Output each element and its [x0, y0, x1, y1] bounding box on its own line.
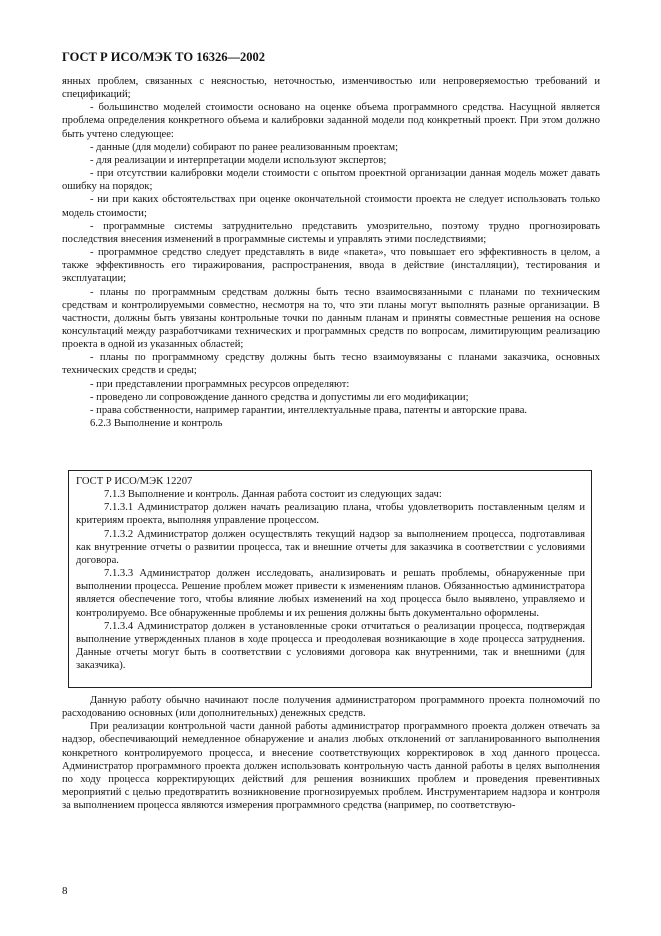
list-item: - большинство моделей стоимости основано на оценке объема программного средства. Насущной является проблема определения конкретного объема и калибровки заданной модели под конкретный проект. При этом должно быть учтено следующее: [62, 102, 600, 140]
paragraph: янных проблем, связанных с неясностью, неточностью, изменчивостью или непроверяемостью требований и спецификаций; [62, 76, 600, 101]
excerpt-standard-title: ГОСТ Р ИСО/МЭК 12207 [76, 476, 193, 487]
page-number: 8 [62, 885, 68, 897]
standard-excerpt-box [68, 470, 592, 688]
list-item: - при представлении программных ресурсов определяют: [90, 378, 350, 390]
list-item: - данные (для модели) собирают по ранее реализованным проектам; [90, 141, 399, 153]
body-text-after-box [62, 694, 600, 812]
excerpt-paragraph: 7.1.3 Выполнение и контроль. Данная работа состоит из следующих задач: [104, 489, 442, 501]
section-heading: 6.2.3 Выполнение и контроль [90, 418, 223, 430]
paragraph: При реализации контрольной части данной работы администратор программного проекта должен отвечать за надзор, обеспечивающий немедленное обнаружение и анализ любых отклонений от запланированного выполнения конкретного контролируемого процесса, и внесение соответствующих корректировок в ход данного процесса. Администратор программного проекта должен использовать контрольную часть данной работы в целях выполнения по ходу процесса корректирующих действий для решения возникших проблем и проведения превентивных мероприятий с целью предотвратить возникновение прогнозируемых проблем. Инструментарием надзора и контроля за выполнением процесса являются измерения программного средства (например, по соответствую- [62, 721, 600, 812]
page-header: ГОСТ Р ИСО/МЭК ТО 16326—2002 [62, 50, 265, 64]
list-item: - проведено ли сопровождение данного средства и допустимы ли его модификации; [90, 391, 469, 403]
list-item: - при отсутствии калибровки модели стоимости с опытом проектной организации данная модель может давать ошибку на порядок; [62, 168, 600, 193]
excerpt-paragraph: 7.1.3.3 Администратор должен исследовать, анализировать и решать проблемы, обнаруженные при выполнении процесса. Решение проблем может привести к изменениям планов. Обязанностью администратора является обеспечение того, чтобы влияние любых изменений на ход процесса было выявлено, управляемо и контролируемо. Все обнаруженные проблемы и их решения должны быть документально оформлены. [76, 568, 585, 619]
excerpt-paragraph: 7.1.3.2 Администратор должен осуществлять текущий надзор за выполнением процесса, подготавливая как внутренние отчеты о развитии процесса, так и внешние отчеты для заказчика в соответствии с условиями договора. [76, 528, 585, 566]
excerpt-paragraph: 7.1.3.4 Администратор должен в установленные сроки отчитаться о реализации процесса, подтверждая выполнение утвержденных планов в ходе процесса и преодолевая возникающие в ходе процесса затруднения. Данные отчеты могут быть в соответствии с условиями договора как внутренними, так и внешними (для заказчика). [76, 620, 585, 672]
list-item: - ни при каких обстоятельствах при оценке окончательной стоимости проекта не следует использовать только модель стоимости; [62, 194, 600, 219]
list-item: - права собственности, например гарантии, интеллектуальные права, патенты и авторские права. [90, 404, 528, 416]
list-item: - планы по программным средствам должны быть тесно взаимосвязанными с планами по техническим средствам и контролируемыми совместно, несмотря на то, что эти планы могут выполнять разные организации. В частности, должны быть увязаны контрольные точки по данным планам и приняты совместные решения на основе консультаций между разработчиками технических и программных средств по вопросам, лимитирующим реализацию проекта в одной из указанных областей; [62, 286, 600, 351]
excerpt-paragraph: 7.1.3.1 Администратор должен начать реализацию плана, чтобы удовлетворить поставленным целям и критериям проекта, выполняя управление процессом. [76, 502, 585, 527]
list-item: - для реализации и интерпретации модели используют экспертов; [90, 154, 387, 166]
list-item: - программное средство следует представлять в виде «пакета», что повышает его эффективность в целом, а также эффективность его тиражирования, распространения, ввода в действие (инсталляции), тестирования и эксплуатации; [62, 247, 600, 285]
body-text [62, 75, 600, 430]
list-item: - планы по программному средству должны быть тесно взаимоувязаны с планами заказчика, основных технических средств и среды; [62, 352, 600, 377]
paragraph: Данную работу обычно начинают после получения администратором программного проекта полномочий по расходованию основных (или дополнительных) денежных средств. [62, 695, 600, 720]
list-item: - программные системы затруднительно представить умозрительно, поэтому трудно прогнозировать последствия внесения изменений в программные системы и управлять этими последствиями; [62, 220, 600, 245]
